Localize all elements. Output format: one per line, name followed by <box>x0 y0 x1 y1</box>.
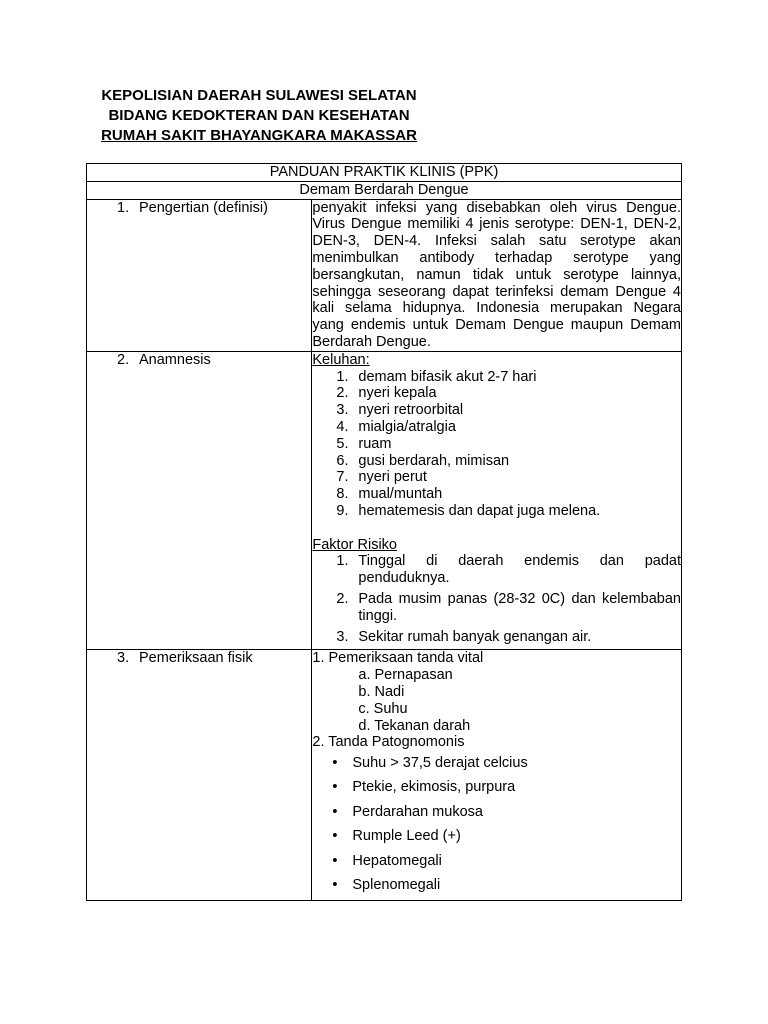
item-number: 7. <box>336 469 349 486</box>
item-number: 9. <box>336 502 349 519</box>
item-text: Hepatomegali <box>352 852 442 869</box>
item-number: 1. <box>336 553 349 570</box>
bullet-item <box>312 877 681 894</box>
section-content-cell <box>312 650 682 901</box>
list-item <box>312 503 681 520</box>
item-number: 3. <box>336 402 349 419</box>
list-item <box>312 436 681 453</box>
bullet-icon: • <box>332 803 338 820</box>
bullet-icon: • <box>332 877 338 894</box>
item-text: demam bifasik akut 2-7 hari <box>358 368 537 385</box>
ppk-table <box>86 163 682 901</box>
item-text: Splenomegali <box>352 877 441 894</box>
bullet-item <box>312 853 681 870</box>
header-line-police: KEPOLISIAN DAERAH SULAWESI SELATAN <box>101 87 417 104</box>
keluhan-list <box>312 369 681 520</box>
item-text: ruam <box>358 435 392 452</box>
item-number: 5. <box>336 435 349 452</box>
section-content-cell <box>312 351 682 650</box>
bullet-icon: • <box>332 852 338 869</box>
item-text: Ptekie, ekimosis, purpura <box>352 779 516 796</box>
section-label: Pemeriksaan fisik <box>139 650 253 667</box>
vital-sign-item: b. Nadi <box>358 683 405 700</box>
risk-factor-list <box>312 553 681 645</box>
list-item <box>312 402 681 419</box>
item-text: Pada musim panas (28-32 0C) dan kelembaban tinggi. <box>358 590 681 624</box>
item-number: 4. <box>336 418 349 435</box>
pathognomonic-list <box>312 755 681 894</box>
item-text: Perdarahan mukosa <box>352 803 483 820</box>
table-subtitle: Demam Berdarah Dengue <box>87 181 682 199</box>
list-item <box>312 453 681 470</box>
item-text: Rumple Leed (+) <box>352 828 461 845</box>
section-number: 1. <box>117 199 130 216</box>
document-header <box>92 86 426 146</box>
item-text: Tinggal di daerah endemis dan padat penduduknya. <box>358 553 681 587</box>
section-content-cell <box>312 199 682 351</box>
list-item <box>312 419 681 436</box>
bullet-icon: • <box>332 779 338 796</box>
item-number: 2. <box>336 590 349 607</box>
section-number: 2. <box>117 351 130 368</box>
definition-text: penyakit infeksi yang disebabkan oleh virus Dengue. Virus Dengue memiliki 4 jenis serotype: DEN-1, DEN-2, DEN-3, DEN-4. Infeksi salah satu serotype akan menimbulkan antibody terhadap serotype yang bersangkutan, namun tidak untuk serotype lainnya, sehingga seseorang dapat terinfeksi demam Dengue 4 kali selama hidupnya. Indonesia merupakan Negara yang endemis untuk Demam Dengue maupun Demam Berdarah Dengue. <box>312 199 681 350</box>
bullet-item <box>312 804 681 821</box>
item-number: 3. <box>336 628 349 645</box>
item-number: 1. <box>336 368 349 385</box>
table-subtitle-row <box>87 181 682 199</box>
list-item <box>312 369 681 386</box>
item-text: gusi berdarah, mimisan <box>358 452 510 469</box>
section-row-anamnesis <box>87 351 682 650</box>
section-row-physical-exam <box>87 650 682 901</box>
table-title: PANDUAN PRAKTIK KLINIS (PPK) <box>87 164 682 182</box>
item-text: nyeri kepala <box>358 385 437 402</box>
vital-sign-item: c. Suhu <box>358 700 408 717</box>
item-number: 6. <box>336 452 349 469</box>
list-item <box>312 486 681 503</box>
section-label: Pengertian (definisi) <box>139 199 268 216</box>
item-text: nyeri retroorbital <box>358 402 464 419</box>
vital-sign-item: d. Tekanan darah <box>358 717 471 734</box>
item-text: hematemesis dan dapat juga melena. <box>358 502 601 519</box>
section-label-cell <box>87 199 312 351</box>
header-line-department: BIDANG KEDOKTERAN DAN KESEHATAN <box>108 107 410 124</box>
item-text: nyeri perut <box>358 469 427 486</box>
list-item <box>312 591 681 625</box>
section-label-cell <box>87 351 312 650</box>
list-item <box>312 553 681 587</box>
pathognomonic-heading: 2. Tanda Patognomonis <box>312 734 465 751</box>
item-text: Sekitar rumah banyak genangan air. <box>358 628 592 645</box>
section-number: 3. <box>117 650 130 667</box>
section-label-cell <box>87 650 312 901</box>
item-number: 2. <box>336 385 349 402</box>
table-title-row <box>87 164 682 182</box>
item-number: 8. <box>336 486 349 503</box>
bullet-item <box>312 779 681 796</box>
list-item <box>312 469 681 486</box>
item-text: mialgia/atralgia <box>358 418 456 435</box>
vital-sign-item: a. Pernapasan <box>358 667 453 684</box>
keluhan-heading: Keluhan: <box>312 351 370 368</box>
item-text: Suhu > 37,5 derajat celcius <box>352 755 528 772</box>
item-text: mual/muntah <box>358 486 443 503</box>
section-row-definition <box>87 199 682 351</box>
list-item <box>312 385 681 402</box>
risk-factor-heading: Faktor Risiko <box>312 536 397 553</box>
bullet-item <box>312 828 681 845</box>
list-item <box>312 629 681 646</box>
bullet-icon: • <box>332 828 338 845</box>
bullet-item <box>312 755 681 772</box>
vital-signs-heading: 1. Pemeriksaan tanda vital <box>312 650 484 667</box>
bullet-icon: • <box>332 755 338 772</box>
vital-signs-list <box>312 667 681 734</box>
header-line-hospital: RUMAH SAKIT BHAYANGKARA MAKASSAR <box>101 127 417 144</box>
section-label: Anamnesis <box>139 351 211 368</box>
